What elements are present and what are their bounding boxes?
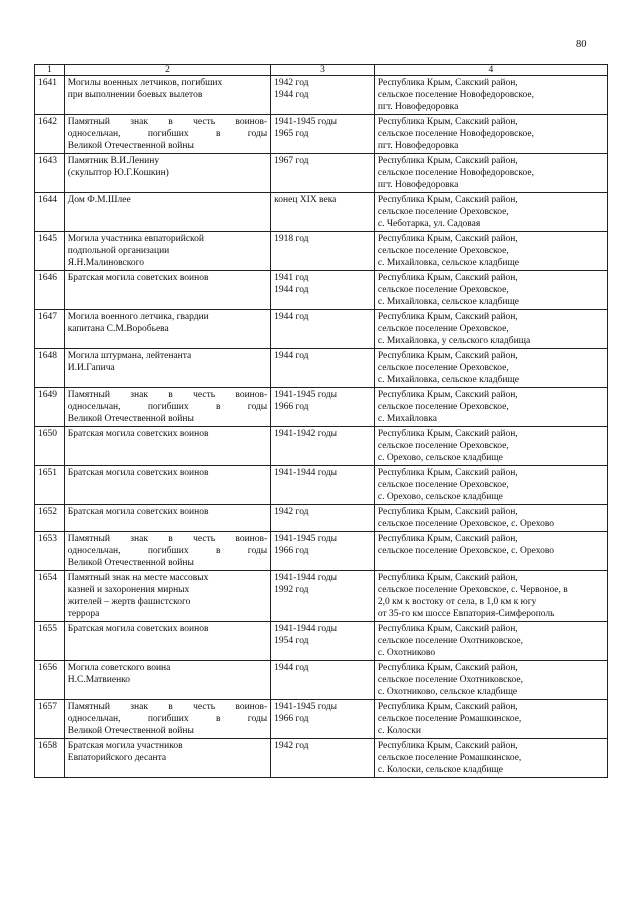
object-name-line: односельчан, погибших в годы — [67, 129, 268, 139]
table-row — [35, 115, 608, 154]
date-line: 1942 год — [274, 507, 309, 517]
date-cell — [271, 310, 375, 349]
date-cell — [271, 232, 375, 271]
location-line: Республика Крым, Сакский район, — [377, 534, 518, 544]
location-cell — [374, 505, 607, 532]
record-number: 1641 — [35, 76, 65, 115]
record-number: 1642 — [35, 115, 65, 154]
date-line: 1944 год — [274, 663, 309, 673]
record-number: 1654 — [35, 571, 65, 622]
date-line: 1965 год — [274, 129, 309, 139]
location-cell — [374, 115, 607, 154]
location-cell — [374, 466, 607, 505]
location-line: сельское поселение Ореховское, — [377, 207, 509, 217]
date-line: 1941-1945 годы — [274, 534, 338, 544]
object-name-line: казней и захоронения мирных — [67, 585, 190, 595]
date-line: 1918 год — [274, 234, 309, 244]
location-line: Республика Крым, Сакский район, — [377, 78, 518, 88]
record-number: 1657 — [35, 700, 65, 739]
object-name-cell — [64, 193, 270, 232]
date-line: 1966 год — [274, 714, 309, 724]
location-line: с. Чеботарка, ул. Садовая — [377, 219, 481, 229]
location-line: пгт. Новофедоровка — [377, 102, 459, 112]
table-row — [35, 271, 608, 310]
object-name-line: Могила штурмана, лейтенанта — [67, 351, 192, 361]
object-name-line: односельчан, погибших в годы — [67, 714, 268, 724]
location-line: Республика Крым, Сакский район, — [377, 234, 518, 244]
object-name-cell — [64, 466, 270, 505]
location-line: Республика Крым, Сакский район, — [377, 312, 518, 322]
object-name-line: Памятный знак на месте массовых — [67, 573, 209, 583]
object-name-cell — [64, 622, 270, 661]
location-cell — [374, 739, 607, 778]
table-row — [35, 739, 608, 778]
date-line: 1942 год — [274, 741, 309, 751]
object-name-cell — [64, 154, 270, 193]
record-number: 1653 — [35, 532, 65, 571]
record-number: 1655 — [35, 622, 65, 661]
column-header-3: 3 — [271, 65, 375, 76]
location-line: сельское поселение Ореховское, с. Червоное, в — [377, 585, 568, 595]
date-cell — [271, 466, 375, 505]
table-row — [35, 349, 608, 388]
object-name-line: при выполнении боевых вылетов — [67, 90, 203, 100]
object-name-cell — [64, 115, 270, 154]
location-line: сельское поселение Ореховское, — [377, 441, 509, 451]
date-cell — [271, 388, 375, 427]
object-name-line: Памятный знак в честь воинов- — [67, 534, 268, 544]
location-line: сельское поселение Охотниковское, — [377, 675, 523, 685]
location-line: сельское поселение Ореховское, — [377, 324, 509, 334]
object-name-cell — [64, 232, 270, 271]
date-line: 1941-1945 годы — [274, 390, 338, 400]
location-line: Республика Крым, Сакский район, — [377, 702, 518, 712]
table-row — [35, 532, 608, 571]
location-line: с. Охотниково, сельское кладбище — [377, 687, 518, 697]
date-line: 1941-1945 годы — [274, 702, 338, 712]
location-line: Республика Крым, Сакский район, — [377, 117, 518, 127]
table-row — [35, 232, 608, 271]
object-name-cell — [64, 76, 270, 115]
object-name-cell — [64, 571, 270, 622]
location-cell — [374, 571, 607, 622]
date-line: 1966 год — [274, 402, 309, 412]
location-line: с. Орехово, сельское кладбище — [377, 492, 503, 502]
date-cell — [271, 427, 375, 466]
location-cell — [374, 661, 607, 700]
record-number: 1656 — [35, 661, 65, 700]
object-name-cell — [64, 427, 270, 466]
date-cell — [271, 661, 375, 700]
location-line: Республика Крым, Сакский район, — [377, 507, 518, 517]
date-cell — [271, 349, 375, 388]
location-line: сельское поселение Новофедоровское, — [377, 90, 534, 100]
date-cell — [271, 532, 375, 571]
location-line: пгт. Новофедоровка — [377, 141, 459, 151]
table-row — [35, 505, 608, 532]
location-line: с. Михайловка — [377, 414, 437, 424]
object-name-cell — [64, 700, 270, 739]
object-name-cell — [64, 532, 270, 571]
record-number: 1645 — [35, 232, 65, 271]
object-name-line: Могила участника евпаторийской — [67, 234, 205, 244]
column-number-row — [35, 65, 608, 76]
table-row — [35, 154, 608, 193]
location-line: сельское поселение Охотниковское, — [377, 636, 523, 646]
location-line: Республика Крым, Сакский район, — [377, 390, 518, 400]
table-row — [35, 388, 608, 427]
object-name-line: Братская могила советских воинов — [67, 507, 209, 517]
object-name-line: Могилы военных летчиков, погибших — [67, 78, 223, 88]
object-name-line: Могила военного летчика, гвардии — [67, 312, 209, 322]
location-cell — [374, 193, 607, 232]
object-name-cell — [64, 271, 270, 310]
location-line: Республика Крым, Сакский район, — [377, 195, 518, 205]
date-line: 1992 год — [274, 585, 309, 595]
record-number: 1643 — [35, 154, 65, 193]
record-number: 1652 — [35, 505, 65, 532]
date-line: 1941-1944 годы — [274, 468, 338, 478]
table-row — [35, 661, 608, 700]
column-header-1: 1 — [35, 65, 65, 76]
date-line: 1954 год — [274, 636, 309, 646]
table-row — [35, 622, 608, 661]
location-line: сельское поселение Новофедоровское, — [377, 129, 534, 139]
location-line: Республика Крым, Сакский район, — [377, 741, 518, 751]
date-line: 1944 год — [274, 312, 309, 322]
location-cell — [374, 154, 607, 193]
location-line: сельское поселение Ореховское, — [377, 480, 509, 490]
object-name-line: Дом Ф.М.Шлее — [67, 195, 131, 205]
column-header-2: 2 — [64, 65, 270, 76]
record-number: 1651 — [35, 466, 65, 505]
object-name-line: (скульптор Ю.Г.Кошкин) — [67, 168, 169, 178]
location-line: 2,0 км к востоку от села, в 1,0 км к югу — [377, 597, 537, 607]
table-row — [35, 427, 608, 466]
object-name-line: Памятник В.И.Ленину — [67, 156, 160, 166]
table-row — [35, 466, 608, 505]
date-line: 1941-1944 годы — [274, 573, 338, 583]
location-line: сельское поселение Новофедоровское, — [377, 168, 534, 178]
record-number: 1649 — [35, 388, 65, 427]
date-line: 1944 год — [274, 285, 309, 295]
location-cell — [374, 232, 607, 271]
location-cell — [374, 310, 607, 349]
location-line: Республика Крым, Сакский район, — [377, 351, 518, 361]
location-line: сельское поселение Ореховское, — [377, 246, 509, 256]
location-cell — [374, 532, 607, 571]
object-name-line: Братская могила советских воинов — [67, 624, 209, 634]
date-cell — [271, 193, 375, 232]
object-name-cell — [64, 388, 270, 427]
date-line: конец XIX века — [274, 195, 337, 205]
location-line: с. Михайловка, сельское кладбище — [377, 297, 519, 307]
object-name-line: капитана С.М.Воробьева — [67, 324, 169, 334]
object-name-line: террора — [67, 609, 100, 619]
object-name-line: Евпаторийского десанта — [67, 753, 167, 763]
location-line: с. Михайловка, у сельского кладбища — [377, 336, 531, 346]
location-line: Республика Крым, Сакский район, — [377, 624, 518, 634]
object-name-line: подпольной организации — [67, 246, 170, 256]
date-cell — [271, 622, 375, 661]
location-line: сельское поселение Ореховское, — [377, 285, 509, 295]
location-cell — [374, 388, 607, 427]
object-name-line: И.И.Гапича — [67, 363, 115, 373]
date-cell — [271, 76, 375, 115]
table-row — [35, 193, 608, 232]
column-header-4: 4 — [374, 65, 607, 76]
location-line: сельское поселение Ореховское, — [377, 402, 509, 412]
location-line: с. Михайловка, сельское кладбище — [377, 375, 519, 385]
location-line: Республика Крым, Сакский район, — [377, 273, 518, 283]
object-name-line: Братская могила советских воинов — [67, 468, 209, 478]
location-cell — [374, 349, 607, 388]
location-line: Республика Крым, Сакский район, — [377, 573, 518, 583]
table-row — [35, 571, 608, 622]
location-cell — [374, 271, 607, 310]
object-name-line: односельчан, погибших в годы — [67, 402, 268, 412]
location-cell — [374, 700, 607, 739]
location-line: с. Орехово, сельское кладбище — [377, 453, 503, 463]
record-number: 1647 — [35, 310, 65, 349]
location-line: сельское поселение Ромашкинское, — [377, 753, 522, 763]
date-line: 1944 год — [274, 90, 309, 100]
object-name-line: Великой Отечественной войны — [67, 414, 194, 424]
object-name-line: жителей – жертв фашистского — [67, 597, 191, 607]
record-number: 1646 — [35, 271, 65, 310]
object-name-cell — [64, 310, 270, 349]
page-number: 80 — [576, 39, 587, 50]
object-name-line: Я.Н.Малиновского — [67, 258, 145, 268]
object-name-cell — [64, 505, 270, 532]
location-line: Республика Крым, Сакский район, — [377, 468, 518, 478]
location-line: сельское поселение Ореховское, с. Орехово — [377, 519, 555, 529]
location-line: от 35-го км шоссе Евпатория-Симферополь — [377, 609, 555, 619]
object-name-cell — [64, 349, 270, 388]
object-name-line: Братская могила советских воинов — [67, 273, 209, 283]
location-line: с. Охотниково — [377, 648, 436, 658]
table-row — [35, 76, 608, 115]
date-cell — [271, 700, 375, 739]
location-line: Республика Крым, Сакский район, — [377, 156, 518, 166]
object-name-line: Памятный знак в честь воинов- — [67, 117, 268, 127]
location-cell — [374, 622, 607, 661]
object-name-line: Братская могила советских воинов — [67, 429, 209, 439]
object-name-line: Н.С.Матвиенко — [67, 675, 131, 685]
date-cell — [271, 739, 375, 778]
location-line: сельское поселение Ореховское, — [377, 363, 509, 373]
table-row — [35, 700, 608, 739]
date-cell — [271, 571, 375, 622]
date-line: 1966 год — [274, 546, 309, 556]
object-name-line: Могила советского воина — [67, 663, 171, 673]
location-line: с. Колоски — [377, 726, 421, 736]
date-line: 1941-1942 годы — [274, 429, 338, 439]
object-name-line: Великой Отечественной войны — [67, 558, 194, 568]
location-line: с. Колоски, сельское кладбище — [377, 765, 503, 775]
date-line: 1942 год — [274, 78, 309, 88]
date-cell — [271, 505, 375, 532]
date-line: 1941 год — [274, 273, 309, 283]
location-line: с. Михайловка, сельское кладбище — [377, 258, 519, 268]
location-line: Республика Крым, Сакский район, — [377, 663, 518, 673]
object-name-line: Памятный знак в честь воинов- — [67, 390, 268, 400]
date-line: 1967 год — [274, 156, 309, 166]
date-line: 1941-1944 годы — [274, 624, 338, 634]
location-cell — [374, 76, 607, 115]
location-line: Республика Крым, Сакский район, — [377, 429, 518, 439]
object-name-line: односельчан, погибших в годы — [67, 546, 268, 556]
location-line: сельское поселение Ореховское, с. Орехово — [377, 546, 555, 556]
record-number: 1658 — [35, 739, 65, 778]
date-cell — [271, 115, 375, 154]
record-number: 1648 — [35, 349, 65, 388]
date-line: 1944 год — [274, 351, 309, 361]
table-row — [35, 310, 608, 349]
date-cell — [271, 271, 375, 310]
record-number: 1650 — [35, 427, 65, 466]
record-number: 1644 — [35, 193, 65, 232]
date-line: 1941-1945 годы — [274, 117, 338, 127]
location-cell — [374, 427, 607, 466]
object-name-line: Памятный знак в честь воинов- — [67, 702, 268, 712]
object-name-cell — [64, 739, 270, 778]
heritage-registry-table — [34, 64, 608, 778]
location-line: сельское поселение Ромашкинское, — [377, 714, 522, 724]
object-name-line: Великой Отечественной войны — [67, 726, 194, 736]
object-name-line: Братская могила участников — [67, 741, 183, 751]
object-name-cell — [64, 661, 270, 700]
date-cell — [271, 154, 375, 193]
object-name-line: Великой Отечественной войны — [67, 141, 194, 151]
location-line: пгт. Новофедоровка — [377, 180, 459, 190]
